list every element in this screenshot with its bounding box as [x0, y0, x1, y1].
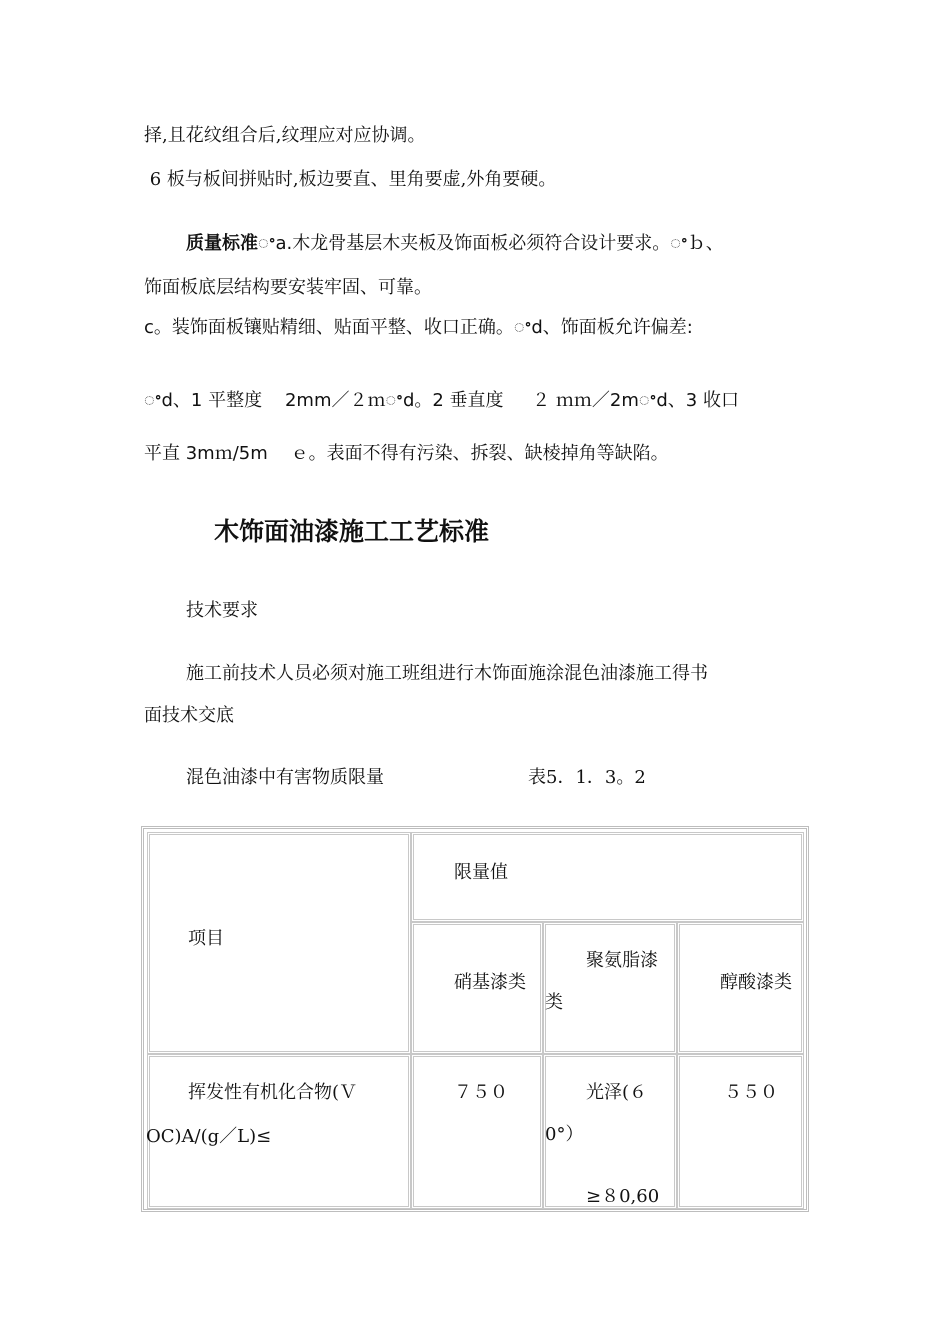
paragraph-line-2: 面技术交底: [144, 705, 234, 726]
row1-polyurethane-value-a: 光泽(６: [586, 1082, 648, 1103]
table-number: 表5．1．3。2: [528, 767, 646, 788]
row1-nitro-value: ７５０: [454, 1082, 508, 1103]
row1-polyurethane-value-c: ≥８0,60: [586, 1186, 660, 1207]
header-cell-item: [147, 832, 411, 1054]
row1-item-text-a: 挥发性有机化合物(Ｖ: [188, 1082, 358, 1103]
subheader-alkyd-label: 醇酸漆类: [720, 972, 792, 993]
text-line-1: 择,且花纹组合后,纹理应对应协调。: [144, 125, 426, 146]
text-line-2: 6 板与板间拼贴时,板边要直、里角要虚,外角要硬。: [144, 169, 557, 190]
subheader-cell-alkyd: [677, 922, 804, 1054]
row1-polyurethane-cell: [543, 1054, 677, 1209]
row1-alkyd-cell: [677, 1054, 804, 1209]
harmful-substance-table: [141, 826, 809, 1212]
tolerance-line-2: 平直 3mｍ/5m ｅ。表面不得有污染、拆裂、缺棱掉角等缺陷。: [144, 443, 669, 464]
subheader-nitro-label: 硝基漆类: [454, 972, 526, 993]
text-line-5: c。装饰面板镶贴精细、贴面平整、收口正确。ꢀd、饰面板允许偏差:: [144, 317, 693, 338]
subheader-polyurethane-label-a: 聚氨脂漆: [586, 950, 658, 971]
text-line-4: 饰面板底层结构要安装牢固、可靠。: [144, 277, 432, 298]
subheader-cell-polyurethane: [543, 922, 677, 1054]
table-caption: 混色油漆中有害物质限量: [186, 767, 384, 788]
header-cell-limit: [411, 832, 804, 922]
paragraph-line-1: 施工前技术人员必须对施工班组进行木饰面施涂混色油漆施工得书: [186, 663, 708, 684]
header-item-label: 项目: [188, 928, 224, 949]
row1-alkyd-value: ５５０: [724, 1082, 778, 1103]
tech-requirements-title: 技术要求: [186, 600, 258, 621]
row1-item-cell: [147, 1054, 411, 1209]
header-limit-label: 限量值: [454, 862, 508, 883]
subheader-cell-nitro: [411, 922, 543, 1054]
subheader-polyurethane-label-b: 类: [545, 992, 563, 1013]
section-heading: 木饰面油漆施工工艺标准: [214, 517, 490, 546]
quality-standard-line: [186, 232, 724, 256]
row1-nitro-cell: [411, 1054, 543, 1209]
quality-standard-text: ꢀa.木龙骨基层木夹板及饰面板必须符合设计要求。ꢀｂ、: [258, 233, 724, 254]
row1-polyurethane-value-b: 0°）: [545, 1124, 584, 1145]
quality-standard-label: 质量标准: [186, 233, 258, 254]
tolerance-line: ꢀd、1 平整度 2mm／２ｍꢀd。2 垂直度 ２ ｍｍ／2mꢀd、3 收口: [144, 390, 739, 411]
row1-item-text-b: OC)A/(g／L)≤: [146, 1126, 272, 1147]
